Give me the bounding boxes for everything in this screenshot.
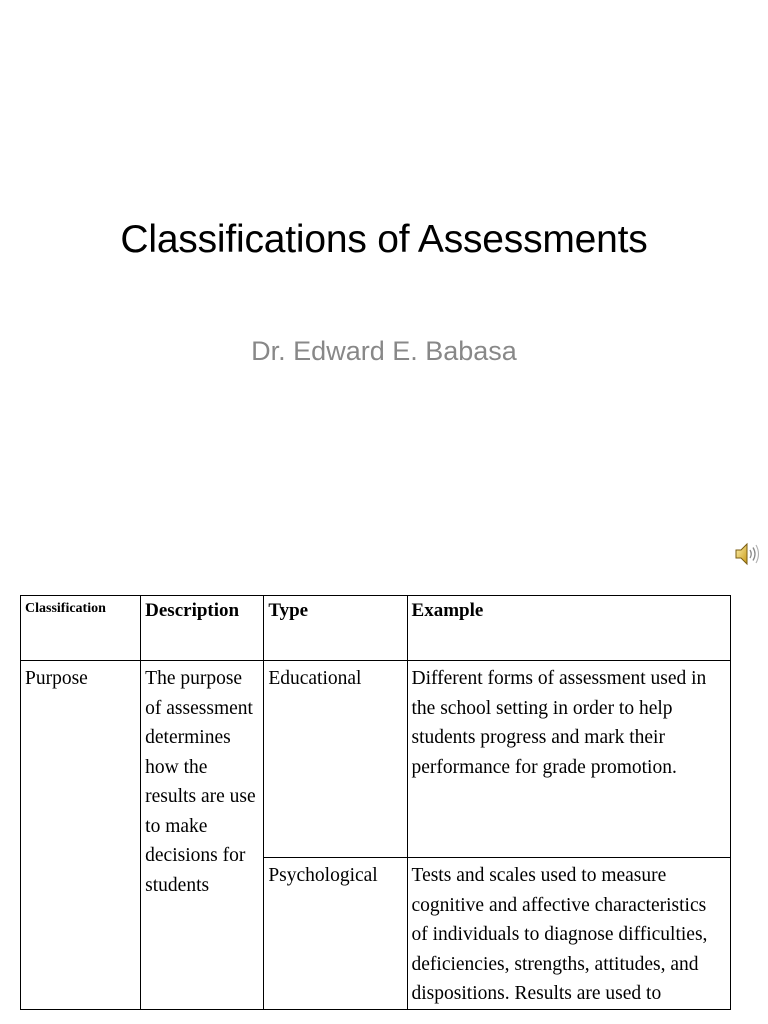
- table-row: [21, 661, 731, 858]
- classification-cell: Purpose: [21, 661, 141, 1010]
- header-example: Example: [407, 596, 730, 661]
- table-header-row: [21, 596, 731, 661]
- header-classification: Classification: [21, 596, 141, 661]
- header-description: Description: [141, 596, 264, 661]
- assessment-table: [20, 595, 731, 1010]
- description-cell: The purpose of assessment determines how the results are use to make decisions for students: [141, 661, 264, 1010]
- type-cell: Psychological: [264, 858, 407, 1010]
- speaker-icon[interactable]: [734, 541, 760, 567]
- example-cell: Tests and scales used to measure cognitive and affective characteristics of individuals to diagnose difficulties, deficiencies, strengths, attitudes, and dispositions. Results are used to: [407, 858, 730, 1010]
- assessment-table-wrapper: [20, 595, 731, 1010]
- type-cell: Educational: [264, 661, 407, 858]
- example-cell: Different forms of assessment used in the school setting in order to help students progress and mark their performance for grade promotion.: [407, 661, 730, 858]
- slide-subtitle: Dr. Edward E. Babasa: [251, 336, 517, 366]
- header-type: Type: [264, 596, 407, 661]
- slide-title: Classifications of Assessments: [120, 218, 648, 261]
